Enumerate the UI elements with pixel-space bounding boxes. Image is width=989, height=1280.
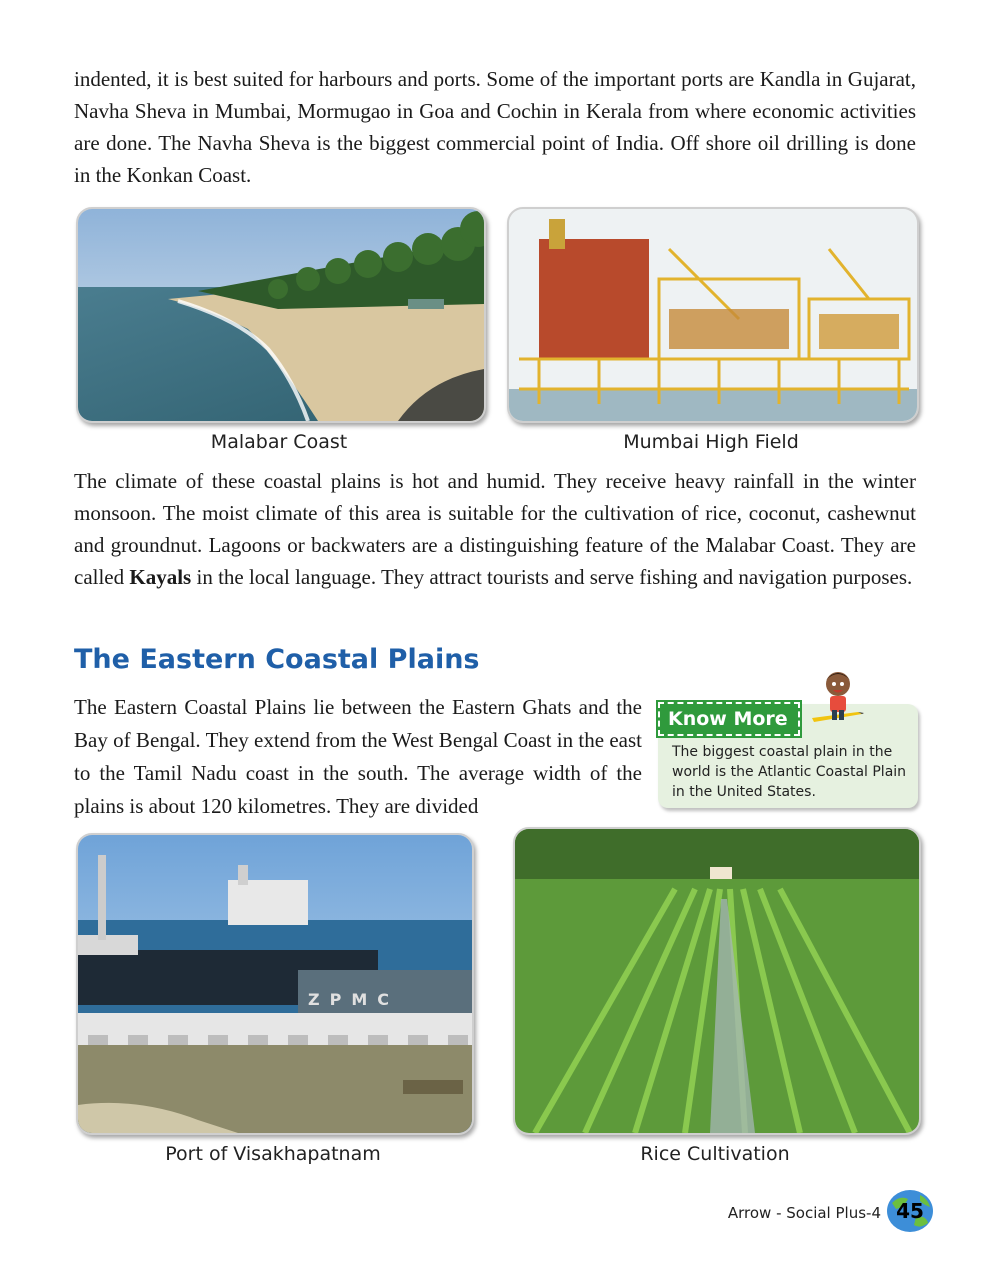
know-more-label: Know More: [658, 702, 800, 736]
caption-mumbai-high-field: Mumbai High Field: [623, 431, 799, 453]
rice-cultivation-photo: [513, 827, 921, 1135]
paragraph-ports: indented, it is best suited for harbours and ports. Some of the important ports are Kandla in Gujarat, Navha Sheva in Mumbai, Mormugao in Goa and Cochin in Kerala from where economic activities are done. The Navha Sheva is the biggest commercial point of India. Off shore oil drilling is done in the Konkan Coast.: [74, 67, 916, 187]
caption-malabar-coast: Malabar Coast: [210, 431, 348, 453]
page-number-badge: [886, 1189, 934, 1233]
kayals-term: Kayals: [129, 565, 192, 589]
ship-text: ZPMC: [308, 990, 399, 1009]
paragraph-climate-text: The climate of these coastal plains is hot and humid. They receive heavy rainfall in the winter monsoon. The moist climate of this area is suitable for the cultivation of rice, coconut, cashewnut and groundnut. Lagoons or backwaters are a distinguishing feature of the Malabar Coast. They are called: [74, 469, 916, 589]
caption-port-of-visakhapatnam: Port of Visakhapatnam: [165, 1143, 381, 1165]
caption-rice-cultivation: Rice Cultivation: [640, 1143, 790, 1165]
paragraph-eastern-plains: The Eastern Coastal Plains lie between the Eastern Ghats and the Bay of Bengal. They extend from the West Bengal Coast in the east to the Tamil Nadu coast in the south. The average width of the plains is about 120 kilometres. They are divided: [74, 695, 642, 818]
port-of-visakhapatnam-photo: [76, 833, 474, 1135]
boy-on-pencil-icon: [808, 666, 864, 728]
paragraph-climate: [74, 465, 916, 593]
know-more-text: The biggest coastal plain in the world is the Atlantic Coastal Plain in the United States.: [672, 744, 907, 800]
malabar-coast-photo: [76, 207, 486, 423]
page-number: 45: [896, 1199, 924, 1223]
book-title-footer: Arrow - Social Plus-4: [727, 1204, 881, 1222]
mumbai-high-field-photo: [507, 207, 919, 423]
section-heading: The Eastern Coastal Plains: [74, 644, 480, 675]
paragraph-climate-text-end: in the local language. They attract tourists and serve fishing and navigation purposes.: [191, 565, 913, 589]
